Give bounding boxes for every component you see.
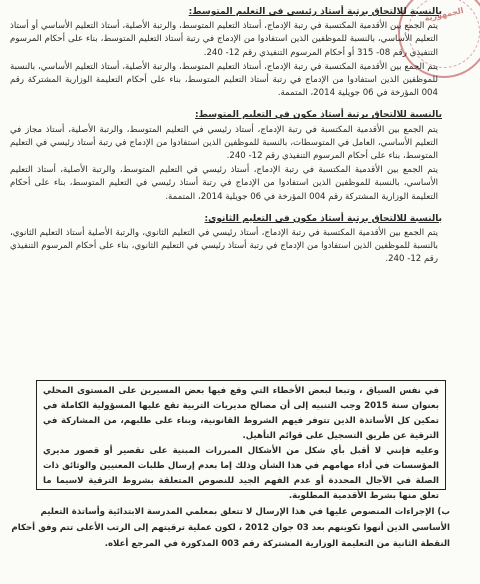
notice-paragraph: وعليه فإنني لا أقبل بأي شكل من الأشكال المبررات المبنية على تقصير أو قصور مديري المؤسسات في أداء مهامهم في هذا الشأن وذلك إما بعدم إرسال طلبات المعنيين والوثائق ذات الصلة في الآجال المحددة أو عدم الفهم الجيد للنصوص المتعلقة بشروط الترقية لاسيما ما تعلق منها بشرط الأقدمية المطلوبة.	[43, 446, 439, 501]
document-body	[10, 6, 442, 268]
section-paragraph: يتم الجمع بين الأقدمية المكتسبة في رتبة الإدماج، أستاذ رئيسي في التعليم الثانوي، والرتبة الأصلية أستاذ التعليم الثانوي، بالنسبة للموظفين الذين استفادوا من الإدماج في رتبة أستاذ رئيسي في التعليم الثانوي، بناء على أحكام المرسوم التنفيذي رقم 12- 240.	[10, 228, 438, 265]
section-2	[10, 109, 442, 203]
section-paragraph: يتم الجمع بين الأقدمية المكتسبة في رتبة الإدماج، أستاذ رئيسي في التعليم المتوسط، والرتبة الأصلية، أستاذ التعليم الأساسي، بالنسبة للموظفين الذين استفادوا من الإدماج في رتبة أستاذ رئيسي في التعليم المتوسط، بناء على أحكام التعليمة الوزارية المشتركة رقم 004 المؤرخة في 06 جويلية 2014، المتممة.	[10, 165, 438, 202]
section-1	[10, 6, 442, 100]
section-paragraph: يتم الجمع بين الأقدمية المكتسبة في رتبة الإدماج، أستاذ التعليم المتوسط، والرتبة الأصلية، أستاذ التعليم الأساسي، بالنسبة للموظفين الذين استفادوا من الإدماج في رتبة أستاذ التعليم المتوسط، بناء على أحكام التعليمة الوزارية المشتركة رقم 004 المؤرخة في 06 جويلية 2014، المتممة.	[10, 61, 438, 99]
notice-box	[36, 380, 446, 501]
section-paragraph: يتم الجمع بين الأقدمية المكتسبة في رتبة الإدماج، أستاذ التعليم المتوسط، والرتبة الأصلية، أستاذ التعليم الأساسي أو أستاذ التعليم الأساسي، بالنسبة للموظفين الذين استفادوا من الإدماج في رتبة أستاذ التعليم المتوسط، بناء على أحكام المرسوم التنفيذي رقم 08- 315 أو أحكام المرسوم التنفيذي رقم 12- 240.	[10, 21, 438, 58]
section-paragraph: يتم الجمع بين الأقدمية المكتسبة في رتبة الإدماج، أستاذ رئيسي في التعليم المتوسط، والرتبة الأصلية، أستاذ مجاز في التعليم الأساسي، العامل في المتوسطات، بالنسبة للموظفين الذين استفادوا من الإدماج في رتبة أستاذ رئيسي في التعليم المتوسط، بناء على أحكام المرسوم التنفيذي رقم 12- 240.	[10, 124, 438, 162]
section-3	[10, 213, 442, 267]
notice-paragraph: في نفس السياق ، وتبعا لبعض الأخطاء التي وقع فيها بعض المسيرين على المستوى المحلي بعنوان سنة 2015 وجب التنبيه إلى أن مصالح مديريات التربية تقع عليها المسؤولية الكاملة في تمكين كل الأساتذة الذين تتوفر فيهم الشروط القانونية، وبناء على طلبهم، من المشاركة في الترقية عن طريق التسجيل على قوائم التأهيل.	[43, 386, 439, 441]
section-heading: بالنسبة للالتحاق برتبة أستاذ مكون في التعليم المتوسط:	[195, 110, 442, 121]
section-heading: بالنسبة للالتحاق برتبة أستاذ مكون في التعليم الثانوي:	[204, 213, 442, 224]
stamp-text: الجمهورية	[423, 5, 465, 24]
footer-paragraph: ب) الإجراءات المنصوص عليها في هذا الإرسال لا تتعلق بمعلمي المدرسة الابتدائية وأساتذة التعليم الأساسي الذين أنهوا تكوينهم بعد 03 جوان 2012 ، لكون عملية ترقيتهم إلى الرتب الأعلى تتم وفق أحكام النقطة الثانية من التعليمة الوزارية المشتركة رقم 003 المذكورة في المرجع أعلاه.	[11, 507, 450, 549]
section-heading: بالنسبة للالتحاق برتبة أستاذ رئيسي في التعليم المتوسط:	[188, 7, 442, 17]
